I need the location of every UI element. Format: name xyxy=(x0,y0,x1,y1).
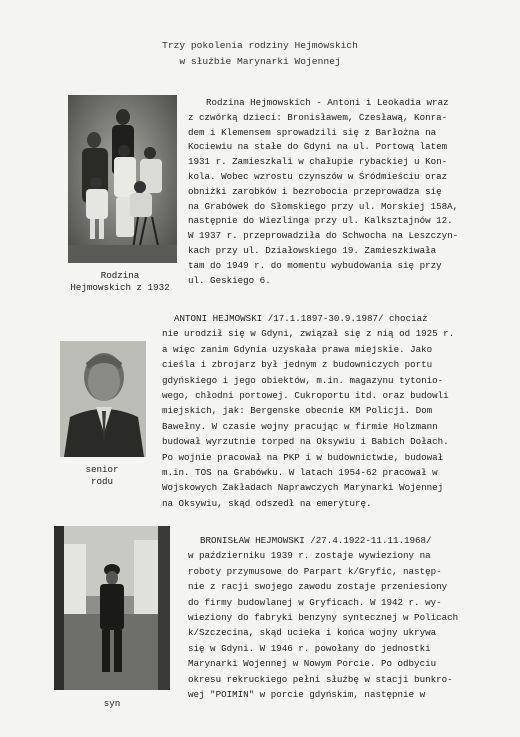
document-title-line-1: Trzy pokolenia rodziny Hejmowskich xyxy=(162,40,358,51)
paragraph-line: na Grabówek do Słomskiego przy ul. Morskiej 158A, xyxy=(188,200,459,212)
senior-portrait-image xyxy=(60,341,146,457)
family-photo-caption xyxy=(50,270,190,294)
paragraph-line: kola. Wobec wzrostu czynszów w Śródmieściu oraz xyxy=(188,170,448,182)
paragraph-line: m.in. TOS na Grabówku. W latach 1954-62 pracował w xyxy=(162,467,438,479)
paragraph-line: k/Szczecina, skąd ucieka i końca wojny ukrywa xyxy=(188,627,437,639)
document-title-line-2: w służbie Marynarki Wojennej xyxy=(179,56,341,67)
paragraph-line: ANTONI HEJMOWSKI /17.1.1897-30.9.1987/ chociaż xyxy=(174,313,428,324)
paragraph-line: budował wyrzutnie torped na Oksywiu i Babich Dołach. xyxy=(162,436,449,448)
family-photo-1932 xyxy=(68,95,177,263)
paragraph-line: roboty przymusowe do Parpart k/Gryfic, następ- xyxy=(188,565,442,577)
paragraph-antoni xyxy=(162,311,512,511)
paragraph-line: z czwórką dzieci: Bronisławem, Czesławą, Konra- xyxy=(188,111,448,123)
paragraph-line: miejskich, jak: Bergenske obecnie KM Policji. Dom xyxy=(162,405,433,417)
family-photo-caption-line-1: Rodzina xyxy=(100,270,140,281)
senior-portrait-caption xyxy=(52,464,152,488)
paragraph-line: kach przy ul. Działowskiego 19. Zamieszkiwała xyxy=(188,244,437,256)
paragraph-line: Marynarki Wojennej w Nowym Porcie. Po odbyciu xyxy=(188,658,437,670)
paragraph-line: wieziony do fabryki benzyny syntecznej w Policach xyxy=(188,612,459,624)
family-photo-caption-line-2: Hejmowskich z 1932 xyxy=(70,282,170,293)
paragraph-line: tam do 1949 r. do momentu wybudowania się przy xyxy=(188,259,442,271)
family-photo-image xyxy=(68,95,177,263)
paragraph-line: Wojskowych Zakładach Naprawczych Marynarki Wojennej xyxy=(162,482,444,494)
senior-portrait-caption-line-2: rodu xyxy=(90,476,114,487)
paragraph-line: w październiku 1939 r. zostaje wywieziony na xyxy=(188,550,431,562)
son-photo-caption-line-1: syn xyxy=(103,698,121,709)
paragraph-bronislaw xyxy=(188,533,513,702)
paragraph-line: cieśla i zbrojarz był jednym z budowniczych portu xyxy=(162,359,433,371)
paragraph-line: wej "POIMIN" w porcie gdyńskim, następnie w xyxy=(188,689,426,701)
son-photo-caption xyxy=(72,698,152,710)
son-photo xyxy=(54,526,170,690)
paragraph-line: się w Gdyni. W 1946 r. powołany do jednostki xyxy=(188,642,431,654)
paragraph-line: nie z racji swojego zawodu zostaje przeniesiony xyxy=(188,581,448,593)
paragraph-line: okresu rekruckiego pełni służbę w stacji bunkro- xyxy=(188,673,453,685)
paragraph-line: wego, chłodni portowej. Cukroportu itd. oraz budowli xyxy=(162,390,449,402)
paragraph-family xyxy=(188,96,508,288)
paragraph-line: nie urodził się w Gdyni, związał się z nią od 1925 r. xyxy=(162,328,455,340)
paragraph-line: W 1937 r. przeprowadziła do Schwocha na Leszczyn- xyxy=(188,230,459,242)
paragraph-line: gdyńskiego i jego obiektów, m.in. magazynu tytonio- xyxy=(162,374,444,386)
paragraph-line: następnie do Wiezlinga przy ul. Kalksztajnów 12. xyxy=(188,215,453,227)
paragraph-line: a więc zanim Gdynia uzyskała prawa miejskie. Jako xyxy=(162,343,433,355)
paragraph-line: Po wojnie pracował na PKP i w budownictwie, budował xyxy=(162,451,444,463)
senior-portrait-caption-line-1: senior xyxy=(85,464,119,475)
paragraph-line: obniżki zarobków i bezrobocia przeprowadza się xyxy=(188,185,442,197)
paragraph-line: Rodzina Hejmowskich - Antoni i Leokadia wraz xyxy=(206,97,449,108)
paragraph-line: Bawełny. W czasie wojny pracując w firmie Holzmann xyxy=(162,420,438,432)
senior-portrait-photo xyxy=(60,341,146,457)
paragraph-line: 1931 r. Zamieszkali w chałupie rybackiej u Kon- xyxy=(188,156,448,168)
son-photo-image xyxy=(54,526,170,690)
paragraph-line: na Oksywiu, skąd odszedł na emeryturę. xyxy=(162,497,372,509)
paragraph-line: dem i Klemensem sprowadzili się z Barłożna na xyxy=(188,126,437,138)
paragraph-line: Kociewiu na stałe do Gdyni na ul. Portową latem xyxy=(188,141,448,153)
paragraph-line: ul. Geskiego 6. xyxy=(188,274,271,286)
paragraph-line: BRONISŁAW HEJMOWSKI /27.4.1922-11.11.1968/ xyxy=(200,535,432,546)
paragraph-line: do firmy budowlanej w Gryficach. W 1942 r. wy- xyxy=(188,596,442,608)
